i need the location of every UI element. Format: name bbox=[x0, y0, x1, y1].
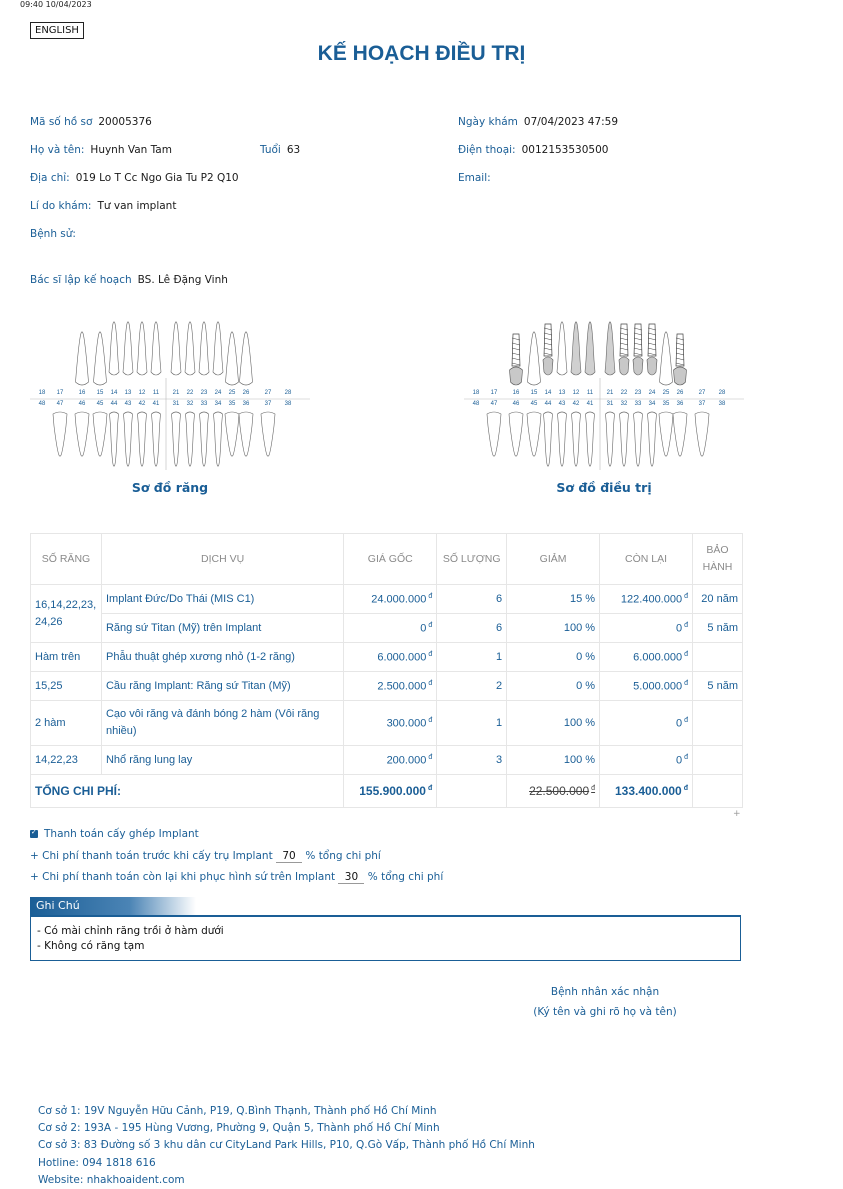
remaining-pay-percent-input[interactable]: 30 bbox=[338, 871, 364, 884]
footer-branch-2: Cơ sở 2: 193A - 195 Hùng Vương, Phường 9, Quận 5, Thành phố Hồ Chí Minh bbox=[38, 1122, 440, 1134]
treatment-chart-diagram bbox=[464, 318, 744, 478]
lower-tooth-number: 43 bbox=[124, 401, 132, 407]
upper-tooth-number: 16 bbox=[512, 390, 520, 396]
table-header-row bbox=[31, 534, 743, 585]
phone-value: 0012153530500 bbox=[521, 144, 609, 156]
upper-tooth-number: 28 bbox=[718, 390, 726, 396]
record-number-field bbox=[30, 116, 152, 128]
email-field bbox=[458, 172, 497, 184]
footer-hotline: Hotline: 094 1818 616 bbox=[38, 1157, 156, 1169]
record-number-label: Mã số hồ sơ bbox=[30, 116, 93, 128]
patient-confirmation-hint: (Ký tên và ghi rõ họ và tên) bbox=[533, 1006, 677, 1018]
visit-reason-value: Tư van implant bbox=[97, 200, 177, 212]
remaining-pay-line bbox=[30, 871, 443, 884]
visit-reason-label: Lí do khám: bbox=[30, 200, 92, 212]
warranty-cell: 5 năm bbox=[693, 672, 743, 701]
exam-date-value: 07/04/2023 47:59 bbox=[523, 116, 619, 128]
quantity-cell: 1 bbox=[437, 643, 507, 672]
lower-tooth-number: 45 bbox=[530, 401, 538, 407]
lower-tooth-outline bbox=[509, 412, 523, 456]
upper-tooth-outline bbox=[213, 322, 223, 375]
upper-tooth-outline bbox=[137, 322, 147, 375]
upper-tooth-number: 13 bbox=[124, 390, 132, 396]
total-price: 155.900.000 $^đ$ bbox=[344, 775, 437, 808]
lower-tooth-outline bbox=[673, 412, 687, 456]
lower-tooth-outline bbox=[239, 412, 253, 456]
lower-tooth-number: 31 bbox=[606, 401, 614, 407]
upper-tooth-number: 26 bbox=[242, 390, 250, 396]
lower-tooth-number: 32 bbox=[620, 401, 628, 407]
service-cell: Cạo vôi răng và đánh bóng 2 hàm (Vôi răng nhiều) bbox=[101, 701, 343, 746]
implant-screw-icon bbox=[633, 324, 643, 375]
medical-history-label: Bệnh sử: bbox=[30, 228, 76, 240]
language-toggle-button[interactable]: ENGLISH bbox=[30, 22, 84, 39]
teeth-cell: Hàm trên bbox=[31, 643, 102, 672]
discount-cell: 0 % bbox=[507, 672, 600, 701]
footer-website[interactable]: Website: nhakhoaident.com bbox=[38, 1174, 185, 1186]
lower-tooth-number: 42 bbox=[138, 401, 146, 407]
price-cell: 0 $^đ$ bbox=[344, 614, 437, 643]
price-cell: 300.000 $^đ$ bbox=[344, 701, 437, 746]
upper-tooth-number: 25 bbox=[662, 390, 670, 396]
upper-tooth-number: 11 bbox=[152, 390, 160, 396]
upper-tooth-number: 23 bbox=[634, 390, 642, 396]
prepay-suffix: % tổng chi phí bbox=[305, 850, 381, 862]
visit-reason-field bbox=[30, 200, 176, 212]
lower-tooth-number: 35 bbox=[228, 401, 236, 407]
page-title: KẾ HOẠCH ĐIỀU TRỊ bbox=[317, 42, 526, 65]
remaining-pay-suffix: % tổng chi phí bbox=[367, 871, 444, 883]
warranty-cell bbox=[693, 643, 743, 672]
implant-screw-icon bbox=[619, 324, 629, 375]
treatment-chart-caption: Sơ đồ điều trị bbox=[556, 480, 652, 495]
total-discount: 22.500.000 $^đ$ bbox=[507, 775, 600, 808]
lower-tooth-outline bbox=[186, 412, 195, 466]
record-number-value: 20005376 bbox=[98, 116, 152, 128]
remaining-cell: 0 $^đ$ bbox=[600, 701, 693, 746]
lower-tooth-outline bbox=[606, 412, 615, 466]
upper-tooth-number: 25 bbox=[228, 390, 236, 396]
column-header-discount: GIẢM bbox=[507, 534, 600, 585]
lower-tooth-outline bbox=[648, 412, 657, 466]
column-header-remaining: CÒN LẠI bbox=[600, 534, 693, 585]
lower-tooth-number: 38 bbox=[718, 401, 726, 407]
age-label: Tuổi bbox=[260, 144, 281, 156]
lower-tooth-number: 31 bbox=[172, 401, 180, 407]
lower-tooth-outline bbox=[572, 412, 581, 466]
lower-tooth-number: 37 bbox=[698, 401, 706, 407]
upper-tooth-number: 27 bbox=[264, 390, 272, 396]
exam-date-field bbox=[458, 116, 618, 128]
upper-tooth-outline bbox=[199, 322, 209, 375]
quantity-cell: 6 bbox=[437, 614, 507, 643]
lower-tooth-outline bbox=[261, 412, 275, 456]
implant-screw-icon bbox=[674, 334, 687, 385]
discount-cell: 15 % bbox=[507, 585, 600, 614]
lower-tooth-outline bbox=[527, 412, 541, 456]
upper-tooth-number: 18 bbox=[472, 390, 480, 396]
total-warranty-cell bbox=[693, 775, 743, 808]
upper-tooth-outline bbox=[226, 332, 239, 385]
lower-tooth-outline bbox=[214, 412, 223, 466]
phone-field bbox=[458, 144, 608, 156]
discount-cell: 0 % bbox=[507, 643, 600, 672]
service-cell: Cầu răng Implant: Răng sứ Titan (Mỹ) bbox=[101, 672, 343, 701]
upper-tooth-number: 26 bbox=[676, 390, 684, 396]
add-row-button[interactable]: + bbox=[733, 809, 741, 819]
teeth-cell: 14,22,23 bbox=[31, 746, 102, 775]
total-row bbox=[31, 775, 743, 808]
upper-tooth-number: 11 bbox=[586, 390, 594, 396]
lower-tooth-number: 46 bbox=[512, 401, 520, 407]
upper-tooth-number: 21 bbox=[172, 390, 180, 396]
prepay-percent-input[interactable]: 70 bbox=[276, 850, 302, 863]
implant-screw-icon bbox=[543, 324, 553, 375]
warranty-cell: 5 năm bbox=[693, 614, 743, 643]
warranty-cell bbox=[693, 746, 743, 775]
upper-tooth-outline bbox=[185, 322, 195, 375]
lower-tooth-number: 44 bbox=[110, 401, 118, 407]
discount-cell: 100 % bbox=[507, 614, 600, 643]
planning-doctor-field bbox=[30, 274, 228, 286]
remaining-cell: 0 $^đ$ bbox=[600, 746, 693, 775]
quantity-cell: 2 bbox=[437, 672, 507, 701]
implant-payment-option[interactable] bbox=[30, 828, 199, 840]
lower-tooth-outline bbox=[620, 412, 629, 466]
upper-tooth-number: 27 bbox=[698, 390, 706, 396]
implant-screw-icon bbox=[510, 334, 523, 385]
address-field bbox=[30, 172, 239, 184]
upper-tooth-outline bbox=[109, 322, 119, 375]
teeth-cell: 15,25 bbox=[31, 672, 102, 701]
discount-cell: 100 % bbox=[507, 746, 600, 775]
notes-header: Ghi Chú bbox=[30, 897, 196, 915]
note-line: - Không có răng tạm bbox=[37, 940, 145, 952]
total-label: TỔNG CHI PHÍ: bbox=[31, 775, 344, 808]
remaining-cell: 0 $^đ$ bbox=[600, 614, 693, 643]
upper-tooth-number: 24 bbox=[214, 390, 222, 396]
price-cell: 2.500.000 $^đ$ bbox=[344, 672, 437, 701]
service-cell: Implant Đức/Do Thái (MIS C1) bbox=[101, 585, 343, 614]
medical-history-field bbox=[30, 228, 82, 240]
footer-branch-3: Cơ sở 3: 83 Đường số 3 khu dân cư CityLand Park Hills, P10, Q.Gò Vấp, Thành phố Hồ Chí Minh bbox=[38, 1139, 535, 1151]
upper-tooth-number: 17 bbox=[490, 390, 498, 396]
upper-tooth-number: 22 bbox=[620, 390, 628, 396]
footer-branch-1: Cơ sở 1: 19V Nguyễn Hữu Cảnh, P19, Q.Bình Thạnh, Thành phố Hồ Chí Minh bbox=[38, 1105, 437, 1117]
prepay-line bbox=[30, 850, 381, 863]
table-row bbox=[31, 643, 743, 672]
address-value: 019 Lo T Cc Ngo Gia Tu P2 Q10 bbox=[75, 172, 239, 184]
upper-tooth-number: 15 bbox=[530, 390, 538, 396]
table-row bbox=[31, 746, 743, 775]
teeth-cell: 2 hàm bbox=[31, 701, 102, 746]
upper-tooth-number: 13 bbox=[558, 390, 566, 396]
upper-tooth-outline bbox=[571, 322, 581, 375]
upper-tooth-outline bbox=[94, 332, 107, 385]
upper-tooth-number: 12 bbox=[138, 390, 146, 396]
lower-tooth-number: 34 bbox=[214, 401, 222, 407]
service-cell: Phẫu thuật ghép xương nhỏ (1-2 răng) bbox=[101, 643, 343, 672]
lower-tooth-number: 41 bbox=[152, 401, 160, 407]
lower-tooth-number: 32 bbox=[186, 401, 194, 407]
upper-tooth-number: 15 bbox=[96, 390, 104, 396]
patient-name-value: Huynh Van Tam bbox=[90, 144, 172, 156]
lower-tooth-number: 44 bbox=[544, 401, 552, 407]
upper-tooth-number: 18 bbox=[38, 390, 46, 396]
table-row bbox=[31, 672, 743, 701]
upper-tooth-number: 16 bbox=[78, 390, 86, 396]
lower-tooth-number: 48 bbox=[472, 401, 480, 407]
lower-tooth-outline bbox=[487, 412, 501, 456]
warranty-cell bbox=[693, 701, 743, 746]
lower-tooth-number: 34 bbox=[648, 401, 656, 407]
lower-tooth-number: 33 bbox=[200, 401, 208, 407]
lower-tooth-outline bbox=[124, 412, 133, 466]
lower-tooth-number: 47 bbox=[56, 401, 64, 407]
implant-payment-label: Thanh toán cấy ghép Implant bbox=[44, 828, 199, 840]
price-cell: 6.000.000 $^đ$ bbox=[344, 643, 437, 672]
lower-tooth-number: 45 bbox=[96, 401, 104, 407]
lower-tooth-number: 41 bbox=[586, 401, 594, 407]
upper-tooth-number: 14 bbox=[544, 390, 552, 396]
lower-tooth-number: 47 bbox=[490, 401, 498, 407]
lower-tooth-outline bbox=[152, 412, 161, 466]
upper-tooth-outline bbox=[240, 332, 253, 385]
price-cell: 200.000 $^đ$ bbox=[344, 746, 437, 775]
lower-tooth-number: 33 bbox=[634, 401, 642, 407]
table-row bbox=[31, 701, 743, 746]
total-quantity-cell bbox=[437, 775, 507, 808]
remaining-cell: 6.000.000 $^đ$ bbox=[600, 643, 693, 672]
upper-tooth-number: 24 bbox=[648, 390, 656, 396]
note-line: - Có mài chỉnh răng trồi ở hàm dưới bbox=[37, 925, 224, 937]
age-value: 63 bbox=[286, 144, 301, 156]
upper-tooth-number: 22 bbox=[186, 390, 194, 396]
exam-date-label: Ngày khám bbox=[458, 116, 518, 128]
implant-payment-checkbox[interactable] bbox=[30, 830, 38, 838]
treatment-services-table bbox=[30, 533, 743, 808]
planning-doctor-label: Bác sĩ lập kế hoạch bbox=[30, 274, 132, 286]
lower-tooth-outline bbox=[93, 412, 107, 456]
lower-tooth-number: 38 bbox=[284, 401, 292, 407]
tooth-chart-caption: Sơ đồ răng bbox=[131, 480, 209, 495]
patient-confirmation-title: Bệnh nhân xác nhận bbox=[550, 986, 660, 998]
age-field bbox=[260, 144, 300, 156]
lower-tooth-outline bbox=[586, 412, 595, 466]
total-remaining: 133.400.000 $^đ$ bbox=[600, 775, 693, 808]
lower-tooth-outline bbox=[138, 412, 147, 466]
lower-tooth-outline bbox=[558, 412, 567, 466]
quantity-cell: 3 bbox=[437, 746, 507, 775]
upper-tooth-outline bbox=[171, 322, 181, 375]
quantity-cell: 6 bbox=[437, 585, 507, 614]
patient-name-label: Họ và tên: bbox=[30, 144, 85, 156]
upper-tooth-outline bbox=[151, 322, 161, 375]
column-header-service: DỊCH VỤ bbox=[101, 534, 343, 585]
lower-tooth-number: 37 bbox=[264, 401, 272, 407]
lower-tooth-outline bbox=[53, 412, 67, 456]
print-timestamp: 09:40 10/04/2023 bbox=[20, 0, 92, 9]
lower-tooth-number: 36 bbox=[242, 401, 250, 407]
patient-name-field bbox=[30, 144, 172, 156]
service-cell: Nhổ răng lung lay bbox=[101, 746, 343, 775]
upper-tooth-outline bbox=[660, 332, 673, 385]
lower-tooth-number: 43 bbox=[558, 401, 566, 407]
address-label: Địa chỉ: bbox=[30, 172, 70, 184]
lower-tooth-outline bbox=[200, 412, 209, 466]
lower-tooth-outline bbox=[659, 412, 673, 456]
column-header-price: GIÁ GỐC bbox=[344, 534, 437, 585]
prepay-label: + Chi phí thanh toán trước khi cấy trụ Implant bbox=[30, 850, 273, 862]
column-header-quantity: SỐ LƯỢNG bbox=[437, 534, 507, 585]
upper-tooth-outline bbox=[585, 322, 595, 375]
table-row bbox=[31, 585, 743, 614]
upper-tooth-number: 12 bbox=[572, 390, 580, 396]
lower-tooth-number: 42 bbox=[572, 401, 580, 407]
lower-tooth-outline bbox=[544, 412, 553, 466]
remaining-pay-label: + Chi phí thanh toán còn lại khi phục hình sứ trên Implant bbox=[30, 871, 336, 883]
upper-tooth-outline bbox=[76, 332, 89, 385]
lower-tooth-outline bbox=[225, 412, 239, 456]
lower-tooth-number: 35 bbox=[662, 401, 670, 407]
upper-tooth-number: 23 bbox=[200, 390, 208, 396]
column-header-teeth: SỐ RĂNG bbox=[31, 534, 102, 585]
lower-tooth-outline bbox=[695, 412, 709, 456]
lower-tooth-outline bbox=[634, 412, 643, 466]
upper-tooth-number: 28 bbox=[284, 390, 292, 396]
lower-tooth-number: 46 bbox=[78, 401, 86, 407]
service-cell: Răng sứ Titan (Mỹ) trên Implant bbox=[101, 614, 343, 643]
notes-box[interactable] bbox=[30, 915, 741, 961]
upper-tooth-outline bbox=[605, 322, 615, 375]
lower-tooth-outline bbox=[172, 412, 181, 466]
lower-tooth-number: 36 bbox=[676, 401, 684, 407]
teeth-cell: 16,14,22,23, 24,26 bbox=[31, 585, 102, 643]
upper-tooth-number: 21 bbox=[606, 390, 614, 396]
phone-label: Điện thoại: bbox=[458, 144, 516, 156]
upper-tooth-outline bbox=[528, 332, 541, 385]
email-label: Email: bbox=[458, 172, 491, 184]
remaining-cell: 5.000.000 $^đ$ bbox=[600, 672, 693, 701]
price-cell: 24.000.000 $^đ$ bbox=[344, 585, 437, 614]
upper-tooth-outline bbox=[123, 322, 133, 375]
discount-cell: 100 % bbox=[507, 701, 600, 746]
planning-doctor-value: BS. Lê Đặng Vinh bbox=[137, 274, 228, 286]
lower-tooth-outline bbox=[110, 412, 119, 466]
upper-tooth-outline bbox=[557, 322, 567, 375]
lower-tooth-outline bbox=[75, 412, 89, 456]
warranty-cell: 20 năm bbox=[693, 585, 743, 614]
tooth-chart-diagram bbox=[30, 318, 310, 478]
upper-tooth-number: 14 bbox=[110, 390, 118, 396]
upper-tooth-number: 17 bbox=[56, 390, 64, 396]
quantity-cell: 1 bbox=[437, 701, 507, 746]
implant-screw-icon bbox=[647, 324, 657, 375]
table-row bbox=[31, 614, 743, 643]
remaining-cell: 122.400.000 $^đ$ bbox=[600, 585, 693, 614]
column-header-warranty: BẢO HÀNH bbox=[693, 534, 743, 585]
lower-tooth-number: 48 bbox=[38, 401, 46, 407]
